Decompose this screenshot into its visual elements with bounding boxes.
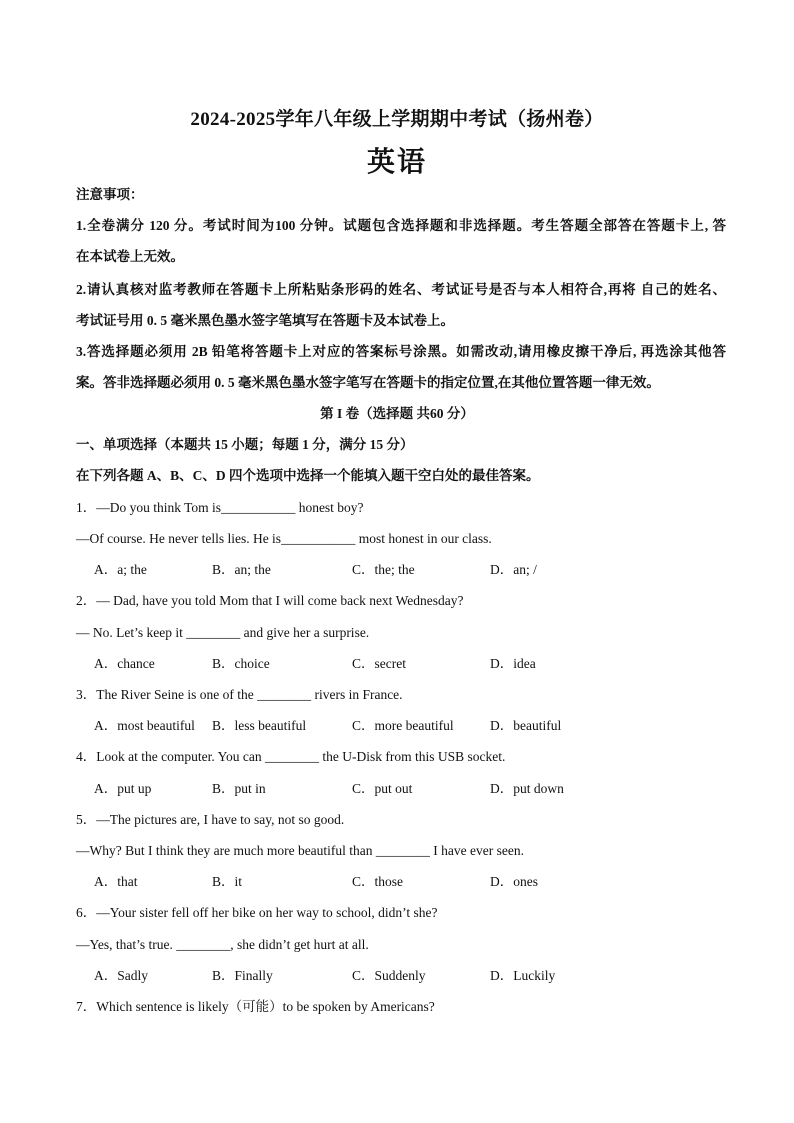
question-3-option-a: A．most beautiful: [94, 718, 195, 733]
question-3-option-d: D．beautiful: [490, 718, 562, 733]
note-3-line-2: 案。答非选择题必须用 0. 5 毫米黑色墨水签字笔写在答题卡的指定位置,在其他位置答题一律无效。: [76, 375, 660, 390]
section-heading: 一、单项选择（本题共 15 小题；每题 1 分，满分 15 分）: [76, 437, 414, 452]
notes-heading: 注意事项：: [76, 187, 144, 202]
question-2-option-d: D．idea: [490, 656, 536, 671]
note-1-line-1: 1.全卷满分 120 分。考试时间为100 分钟。试题包含选择题和非选择题。考生答题全部答在答题卡上, 答: [76, 218, 726, 233]
question-6-option-b: B．Finally: [212, 968, 273, 983]
section-instruction: 在下列各题 A、B、C、D 四个选项中选择一个能填入题干空白处的最佳答案。: [76, 468, 540, 483]
question-7-stem: 7．Which sentence is likely（可能）to be spoken by Americans?: [76, 999, 435, 1014]
question-1-option-b: B．an; the: [212, 562, 271, 577]
note-2-line-2: 考试证号用 0. 5 毫米黑色墨水签字笔填写在答题卡及本试卷上。: [76, 313, 454, 328]
question-5-option-a: A．that: [94, 874, 138, 889]
question-4-option-d: D．put down: [490, 781, 564, 796]
question-2-option-a: A．chance: [94, 656, 155, 671]
question-1-option-c: C．the; the: [352, 562, 415, 577]
exam-title: 2024-2025学年八年级上学期期中考试（扬州卷）: [190, 109, 604, 130]
question-6-option-c: C．Suddenly: [352, 968, 426, 983]
question-1-line-2: —Of course. He never tells lies. He is___________ most honest in our class.: [76, 531, 492, 546]
note-2-line-1: 2.请认真核对监考教师在答题卡上所粘贴条形码的姓名、考试证号是否与本人相符合,再将 自己的姓名、: [76, 282, 726, 297]
question-4-stem: 4．Look at the computer. You can ________ the U-Disk from this USB socket.: [76, 749, 506, 764]
question-6-option-a: A．Sadly: [94, 968, 148, 983]
question-1-option-a: A．a; the: [94, 562, 147, 577]
subject-title: 英语: [366, 147, 427, 178]
question-6-stem: 6．—Your sister fell off her bike on her way to school, didn’t she?: [76, 905, 438, 920]
question-5-option-b: B．it: [212, 874, 243, 889]
note-3-line-1: 3.答选择题必须用 2B 铅笔将答题卡上对应的答案标号涂黑。如需改动,请用橡皮擦干净后, 再选涂其他答: [76, 344, 726, 359]
question-5-line-2: —Why? But I think they are much more beautiful than ________ I have ever seen.: [76, 843, 524, 858]
question-4-option-b: B．put in: [212, 781, 266, 796]
question-2-option-b: B．choice: [212, 656, 270, 671]
question-3-option-b: B．less beautiful: [212, 718, 307, 733]
question-2-line-2: — No. Let’s keep it ________ and give her a surprise.: [76, 625, 370, 640]
question-5-option-c: C．those: [352, 874, 404, 889]
question-2-stem: 2．— Dad, have you told Mom that I will come back next Wednesday?: [76, 593, 464, 608]
question-3-option-c: C．more beautiful: [352, 718, 454, 733]
question-1-stem: 1．—Do you think Tom is___________ honest boy?: [76, 500, 364, 515]
question-4-option-c: C．put out: [352, 781, 413, 796]
question-4-option-a: A．put up: [94, 781, 152, 796]
part-title: 第 I 卷（选择题 共60 分）: [320, 406, 474, 421]
question-1-option-d: D．an; /: [490, 562, 537, 577]
question-5-stem: 5．—The pictures are, I have to say, not so good.: [76, 812, 345, 827]
question-2-option-c: C．secret: [352, 656, 406, 671]
question-3-stem: 3．The River Seine is one of the ________ rivers in France.: [76, 687, 403, 702]
question-5-option-d: D．ones: [490, 874, 538, 889]
question-6-option-d: D．Luckily: [490, 968, 556, 983]
note-1-line-2: 在本试卷上无效。: [76, 249, 184, 264]
question-6-line-2: —Yes, that’s true. ________, she didn’t get hurt at all.: [76, 937, 369, 952]
